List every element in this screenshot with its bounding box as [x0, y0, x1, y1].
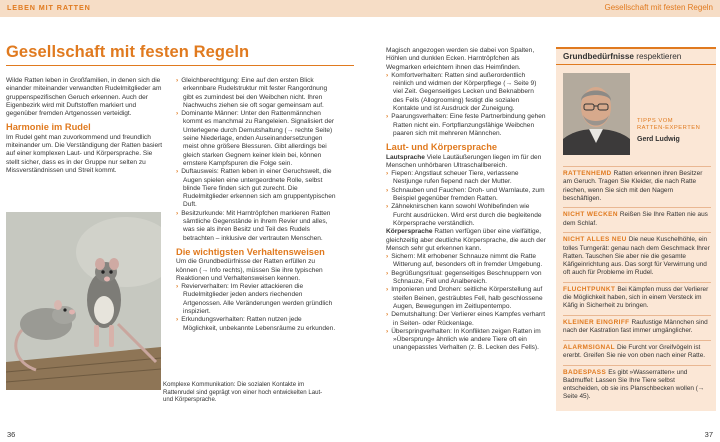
- tip-item: FLUCHTPUNKT Bei Kämpfen muss der Verlierer die Möglichkeit haben, sich in einem Versteck im Käfig in Sicherheit zu bringen.: [563, 285, 709, 310]
- running-title: Gesellschaft mit festen Regeln: [604, 3, 713, 12]
- section-label: LEBEN MIT RATTEN: [7, 3, 91, 12]
- list-item: › Imponieren und Drohen: seitliche Körperstellung auf steifen Beinen, gesträubtes Fell, halb geschlossene Augen, Bewegungen im Zeitlupentempo.: [386, 286, 543, 310]
- bullet-arrow-icon: ›: [386, 186, 389, 194]
- tips-box-rule: [556, 64, 716, 65]
- tip-item: NICHT WECKEN Reißen Sie Ihre Ratten nie aus dem Schlaf.: [563, 211, 708, 227]
- bullet-arrow-icon: ›: [386, 203, 389, 211]
- bullet-arrow-icon: ›: [386, 170, 389, 178]
- list-item: › Erkundungsverhalten: Ratten nutzen jede Möglichkeit, unbekannte Lebensräume zu erkunden.: [176, 316, 336, 332]
- bullet-arrow-icon: ›: [176, 168, 179, 176]
- list-item: › Zähneknirschen kann sowohl Wohlbefinden wie Furcht ausdrücken. Wird erst durch die begleitende Körpersprache verständlich.: [386, 203, 542, 227]
- tip-item: NICHT ALLES NEU Die neue Kuschelhöhle, ein tolles Turngerät: genau nach dem Geschmack Ihrer Ratten. Tauschen Sie aber nie die gesamte Käfigeinrichtung aus. Das sorgt für Verwirrung und oft auch für Probleme im Rudel.: [563, 236, 710, 277]
- list-item: › Paarungsverhalten: Eine feste Partnerbindung gehen Ratten nicht ein. Fortpflanzungsfähige Weibchen paaren sich mit mehreren Männchen.: [386, 113, 546, 137]
- title-rule: [6, 65, 354, 66]
- column-2: [176, 77, 336, 333]
- list-item: › Duftausweis: Ratten leben in einer Geruchswelt, die Augen spielen eine untergeordnete Rolle, selbst blinde Tiere finden sich gut zurecht. Die Rudelmitglieder erkennen sich am gruppentypischen Duft.: [176, 168, 336, 209]
- column-3: [386, 47, 546, 353]
- tip-divider: [563, 365, 711, 366]
- tip-divider: [563, 315, 711, 316]
- bullet-arrow-icon: ›: [176, 316, 179, 324]
- tips-box-title: Grundbedürfnisse respektieren: [563, 52, 682, 61]
- bullet-arrow-icon: ›: [386, 113, 389, 121]
- page-number-right: 37: [704, 430, 713, 439]
- bullet-arrow-icon: ›: [176, 283, 179, 291]
- page-title: Gesellschaft mit festen Regeln: [6, 43, 250, 61]
- bullet-arrow-icon: ›: [386, 311, 389, 319]
- rats-photo: [6, 212, 161, 390]
- list-item: › Sichern: Mit erhobener Schnauze nimmt die Ratte Witterung auf, besonders oft in fremder Umgebung.: [386, 253, 543, 269]
- tip-item: RATTENHEMD Ratten erkennen ihren Besitzer am Geruch. Tragen Sie Kleider, die nach Ratte riechen, wenn Sie sich mit den Nagern beschäftigen.: [563, 170, 703, 202]
- harmonie-paragraph: Im Rudel geht man zuvorkommend und freundlich miteinander um. Die Verständigung der Ratten basiert auf einer komplexen Laut- und Körpersprache. Sie stellt sicher, dass es in der Gruppe nur selten zu Missverständnissen und Streit kommt.: [6, 133, 163, 174]
- column-1: [6, 77, 166, 175]
- photo-caption: Komplexe Kommunikation: Die sozialen Kontakte im Rattenrudel sind geprägt von einer hoch entwickelten Laut- und Körpersprache.: [163, 381, 323, 404]
- intro-paragraph: Wilde Ratten leben in Großfamilien, in denen sich die einander miteinander verwandten Rudelmitglieder am gruppenspezifischen Geruch erkennen. Auch der Eigenbezirk wird mit Duftstoffen markiert und gegenüber fremden Artgenossen verteidigt.: [6, 77, 162, 118]
- tip-item: BADESPASS Es gibt »Wasserratten« und Badmuffel: Lassen Sie Ihre Tiere selbst entscheiden, ob sie ins Planschbecken wollen (→ Seite 45).: [563, 368, 705, 401]
- list-item: › Schnauben und Fauchen: Droh- und Warnlaute, zum Beispiel gegenüber fremden Ratten.: [386, 186, 545, 203]
- tips-label: TIPPS VOM RATTEN-EXPERTEN: [637, 118, 701, 132]
- page-number-left: 36: [7, 430, 16, 439]
- bullet-arrow-icon: ›: [386, 286, 389, 294]
- koerpersprache-paragraph: Körpersprache Ratten verfügen über eine vielfältige, gleichzeitig aber deutliche Körpersprache, die auch der Mensch sehr gut erkennen kann.: [386, 228, 546, 252]
- lautsprache-paragraph: Lautsprache Viele Lautäußerungen liegen im für den Menschen unhörbaren Ultraschallbereich.: [386, 153, 542, 169]
- heading-laut-koerpersprache: Laut- und Körpersprache: [386, 142, 498, 153]
- bullet-arrow-icon: ›: [386, 269, 389, 277]
- list-item: › Gleichberechtigung: Eine auf den ersten Blick erkennbare Rudelstruktur mit fester Rangordnung gibt es zumindest bei den Weibchen nicht. Ihren Nachwuchs ziehen sie oft sogar gemeinsam auf.: [176, 77, 328, 109]
- tip-divider: [563, 207, 711, 208]
- tip-item: ALARMSIGNAL Die Furcht vor Greifvögeln ist ererbt. Greifen Sie nie von oben nach einer Ratte.: [563, 343, 706, 360]
- bullet-arrow-icon: ›: [176, 110, 179, 118]
- expert-name: Gerd Ludwig: [637, 136, 680, 143]
- expert-portrait: [563, 73, 630, 155]
- bullet-arrow-icon: ›: [176, 77, 179, 84]
- list-item: › Komfortverhalten: Ratten sind außerordentlich reinlich und widmen der Körperpflege (→ Seite 9) viel Zeit. Gegenseitiges Lecken und Beknabbern des Fells (Allogrooming) festigt die sozialen Kontakte und ist Ausdruck der Zuneigung.: [386, 71, 537, 113]
- bullet-arrow-icon: ›: [176, 209, 179, 217]
- list-item: › Besitzurkunde: Mit Harntröpfchen markieren Ratten sämtliche Gegenstände in ihrem Revier und alles, was sie als ihren Besitz und Teil des Rudels betrachten – inklusive der vertrauten Menschen.: [176, 209, 331, 242]
- tip-divider: [563, 340, 711, 341]
- bullet-arrow-icon: ›: [386, 253, 389, 261]
- tip-divider: [563, 232, 711, 233]
- list-item: › Dominante Männer: Unter den Rattenmännchen kommt es manchmal zu Rangeleien. Signalisiert der Unterlegene durch Demutshaltung (→ rechte Seite) seine Niederlage, enden Auseinandersetzungen meist ohne größere Blessuren. Gibt allerdings bei gleich starken Gegnern keiner klein bei, können ernstere Kampfspuren die Folge sein.: [176, 110, 335, 167]
- col3-lead: Magisch angezogen werden sie dabei von Spalten, Höhlen und dunklen Ecken. Harntröpfchen als Wegmarken erleichtern ihnen das Heimfinden.: [386, 47, 535, 71]
- heading-verhalten: Die wichtigsten Verhaltensweisen: [176, 246, 325, 257]
- tip-divider: [563, 166, 711, 167]
- list-item: › Überspringverhalten: In Konflikten zeigen Ratten im »Übersprung« ähnlich wie andere Tiere oft ein unangepasstes Verhalten (z. B. Lecken des Fells).: [386, 327, 541, 352]
- list-item: › Demutshaltung: Der Verlierer eines Kampfes verharrt in Seiten- oder Rückenlage.: [386, 311, 546, 327]
- bullet-arrow-icon: ›: [386, 327, 389, 335]
- heading-harmonie: Harmonie im Rudel: [6, 122, 91, 133]
- list-item: › Fiepen: Angstlaut scheuer Tiere, verlassene Nestjunge rufen fiepend nach der Mutter.: [386, 170, 519, 186]
- tip-divider: [563, 282, 711, 283]
- list-item: › Begrüßungsritual: gegenseitiges Beschnuppern von Schnauze, Fell und Analbereich.: [386, 269, 542, 286]
- verhalten-paragraph: Um die Grundbedürfnisse der Ratten erfüllen zu können (→ Info rechts), müssen Sie ihre typischen Reaktionen und Verhaltensweisen kennen.: [176, 258, 323, 282]
- list-item: › Revierverhalten: Im Revier attackieren die Rudelmitglieder jeden anders riechenden Artgenossen. Alle Veränderungen werden gründlich inspiziert.: [176, 283, 333, 316]
- bullet-arrow-icon: ›: [386, 71, 389, 79]
- tip-item: KLEINER EINGRIFF Raufustige Männchen sind nach der Kastration fast immer umgänglicher.: [563, 318, 708, 335]
- tips-list: [563, 166, 711, 406]
